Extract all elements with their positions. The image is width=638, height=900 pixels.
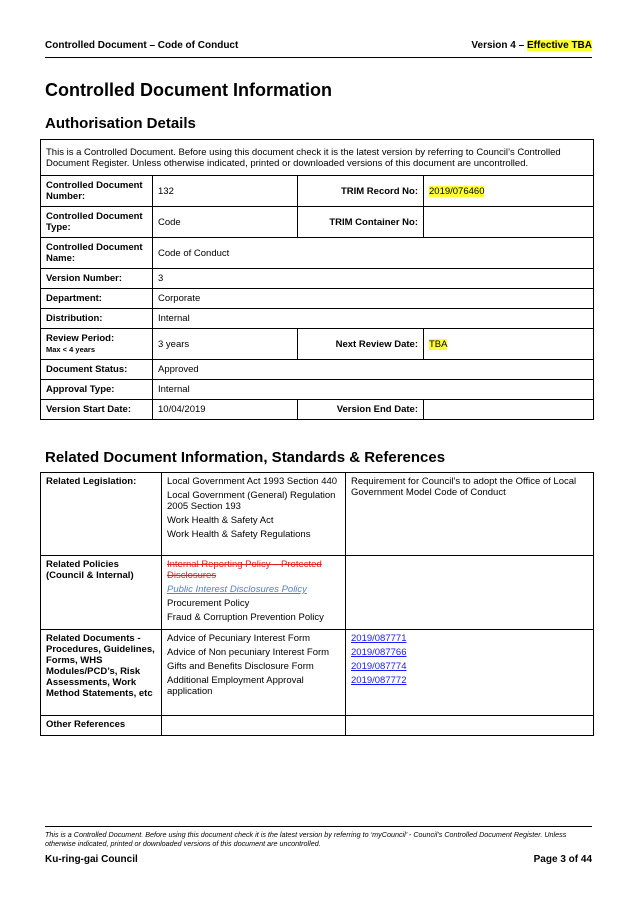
struck-policy: Internal Reporting Policy – Protected Disclosures [167,559,322,581]
legislation-item: Work Health & Safety Regulations [167,529,311,540]
department-label: Department: [41,289,153,309]
trim-record-cell [424,176,594,207]
doc-number-label: Controlled Document Number: [41,176,153,207]
review-period-label-cell [41,329,153,360]
policies-list [162,556,346,630]
document-ref-link[interactable]: 2019/087774 [351,661,407,672]
trim-container [424,207,594,238]
version-number: 3 [153,269,594,289]
documents-label: Related Documents - Procedures, Guidelines, Forms, WHS Modules/PCD’s, Risk Assessments, Work Method Statements, etc [41,630,162,716]
page-header [45,39,592,58]
header-version [471,40,592,51]
policy-item: Fraud & Corruption Prevention Policy [167,612,324,623]
policies-label: Related Policies (Council & Internal) [41,556,162,630]
department: Corporate [153,289,594,309]
next-review-cell [424,329,594,360]
doc-name: Code of Conduct [153,238,594,269]
review-period-label: Review Period: [46,333,115,344]
legislation-note: Requirement for Council’s to adopt the Office of Local Government Model Code of Conduct [346,473,594,556]
footer-org: Ku-ring-gai Council [45,854,138,865]
policy-link[interactable]: Public Interest Disclosures Policy [167,584,307,595]
document-ref-link[interactable]: 2019/087766 [351,647,407,658]
legislation-item: Work Health & Safety Act [167,515,274,526]
related-documents-table [40,472,594,736]
legislation-list [162,473,346,556]
legislation-label: Related Legislation: [41,473,162,556]
other-references-notes [346,716,594,736]
policy-item: Procurement Policy [167,598,250,609]
next-review-date: TBA [429,338,448,350]
header-effective: Effective TBA [526,40,592,51]
doc-number: 132 [153,176,298,207]
version-end-date [424,400,594,420]
version-label: Version Number: [41,269,153,289]
document-status: Approved [153,360,594,380]
start-date-label: Version Start Date: [41,400,153,420]
review-period-note: Max < 4 years [46,345,95,354]
other-references-label: Other References [41,716,162,736]
authorisation-table [40,139,594,420]
policies-notes [346,556,594,630]
authorisation-heading: Authorisation Details [45,115,196,132]
document-ref-link[interactable]: 2019/087772 [351,675,407,686]
next-review-label: Next Review Date: [298,329,424,360]
page-number: Page 3 of 44 [533,854,592,865]
legislation-item: Local Government Act 1993 Section 440 [167,476,338,487]
document-ref-link[interactable]: 2019/087771 [351,633,407,644]
document-refs [346,630,594,716]
status-label: Document Status: [41,360,153,380]
related-heading: Related Document Information, Standards & References [45,449,446,466]
legislation-item: Local Government (General) Regulation 2005 Section 193 [167,490,336,512]
distribution-label: Distribution: [41,309,153,329]
doc-type-label: Controlled Document Type: [41,207,153,238]
document-item: Advice of Non pecuniary Interest Form [167,647,330,658]
other-references [162,716,346,736]
approval-type-label: Approval Type: [41,380,153,400]
documents-list [162,630,346,716]
doc-type: Code [153,207,298,238]
doc-name-label: Controlled Document Name: [41,238,153,269]
end-date-label: Version End Date: [298,400,424,420]
document-item: Additional Employment Approval application [167,675,304,697]
trim-record-label: TRIM Record No: [298,176,424,207]
auth-intro: This is a Controlled Document. Before using this document check it is the latest version by referring to Council’s Controlled Document Register. Unless otherwise indicated, printed or downloaded versions of this document are uncontrolled. [41,140,594,176]
header-version-prefix: Version 4 – [471,40,527,51]
document-item: Advice of Pecuniary Interest Form [167,633,311,644]
header-title: Controlled Document – Code of Conduct [45,40,239,51]
document-item: Gifts and Benefits Disclosure Form [167,661,314,672]
page-title: Controlled Document Information [45,80,332,100]
trim-record: 2019/076460 [429,185,485,197]
approval-type: Internal [153,380,594,400]
trim-container-label: TRIM Container No: [298,207,424,238]
review-period: 3 years [153,329,298,360]
distribution: Internal [153,309,594,329]
version-start-date: 10/04/2019 [153,400,298,420]
footer-disclaimer: This is a Controlled Document. Before using this document check it is the latest version by referring to ‘myCouncil’ - Council’s Controlled Document Register. Unless otherwise indicated, printed or downloaded versions of this document are uncontrolled. [45,826,592,848]
